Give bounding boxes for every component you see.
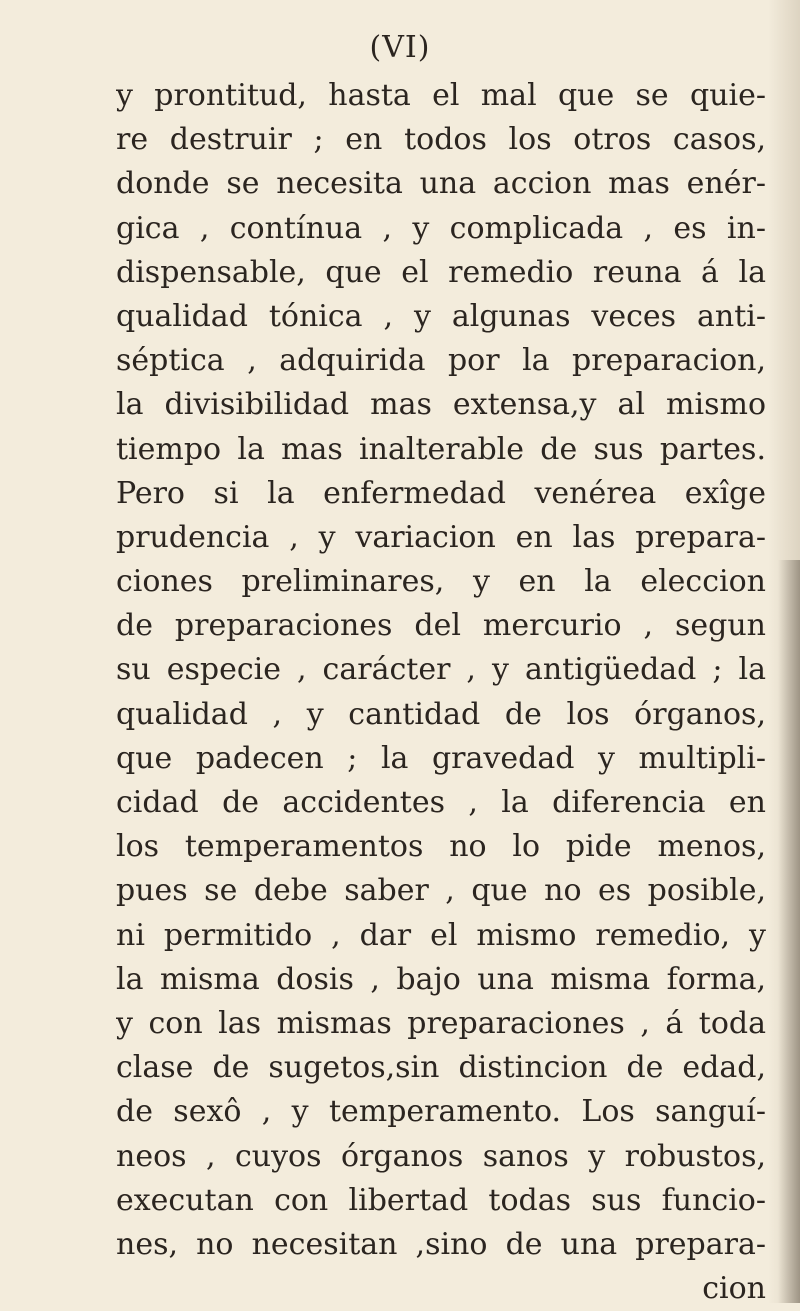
text-line: tiempo la mas inalterable de sus partes. [116, 431, 766, 467]
text-line: Pero si la enfermedad venérea exîge [116, 475, 766, 511]
text-line: nes, no necesitan ,sino de una prepara- [116, 1226, 766, 1262]
text-line-last: cion [702, 1271, 766, 1307]
text-line: la divisibilidad mas extensa,y al mismo [116, 387, 766, 423]
text-line: su especie , carácter , y antigüedad ; la [116, 652, 766, 688]
text-line: executan con libertad todas sus funcio- [116, 1182, 766, 1218]
text-line: y con las mismas preparaciones , á toda [116, 1005, 766, 1041]
page-number: (VI) [369, 30, 431, 65]
text-line: cidad de accidentes , la diferencia en [116, 785, 766, 820]
text-line: la misma dosis , bajo una misma forma, [116, 961, 766, 997]
text-line: neos , cuyos órganos sanos y robustos, [116, 1138, 766, 1174]
text-line: pues se debe saber , que no es posible, [116, 873, 766, 909]
text-line: qualidad tónica , y algunas veces anti- [116, 298, 766, 334]
page-edge-shadow [778, 560, 800, 1303]
text-line: y prontitud, hasta el mal que se quie- [116, 78, 766, 113]
body-text [116, 74, 766, 1311]
text-line: clase de sugetos,sin distincion de edad, [116, 1050, 766, 1086]
text-line: de preparaciones del mercurio , segun [116, 608, 766, 644]
text-line: qualidad , y cantidad de los órganos, [116, 696, 766, 732]
text-line: de sexô , y temperamento. Los sanguí- [116, 1094, 766, 1130]
text-line: que padecen ; la gravedad y multipli- [116, 740, 766, 776]
text-line: re destruir ; en todos los otros casos, [116, 122, 766, 158]
text-line: dispensable, que el remedio reuna á la [116, 254, 766, 290]
text-line: ni permitido , dar el mismo remedio, y [116, 917, 766, 953]
text-line: prudencia , y variacion en las prepara- [116, 519, 766, 555]
text-line: donde se necesita una accion mas enér- [116, 166, 766, 202]
text-line: ciones preliminares, y en la eleccion [116, 564, 766, 600]
text-line: los temperamentos no lo pide menos, [116, 829, 766, 865]
text-line: gica , contínua , y complicada , es in- [116, 210, 766, 246]
text-line: séptica , adquirida por la preparacion, [116, 343, 766, 379]
